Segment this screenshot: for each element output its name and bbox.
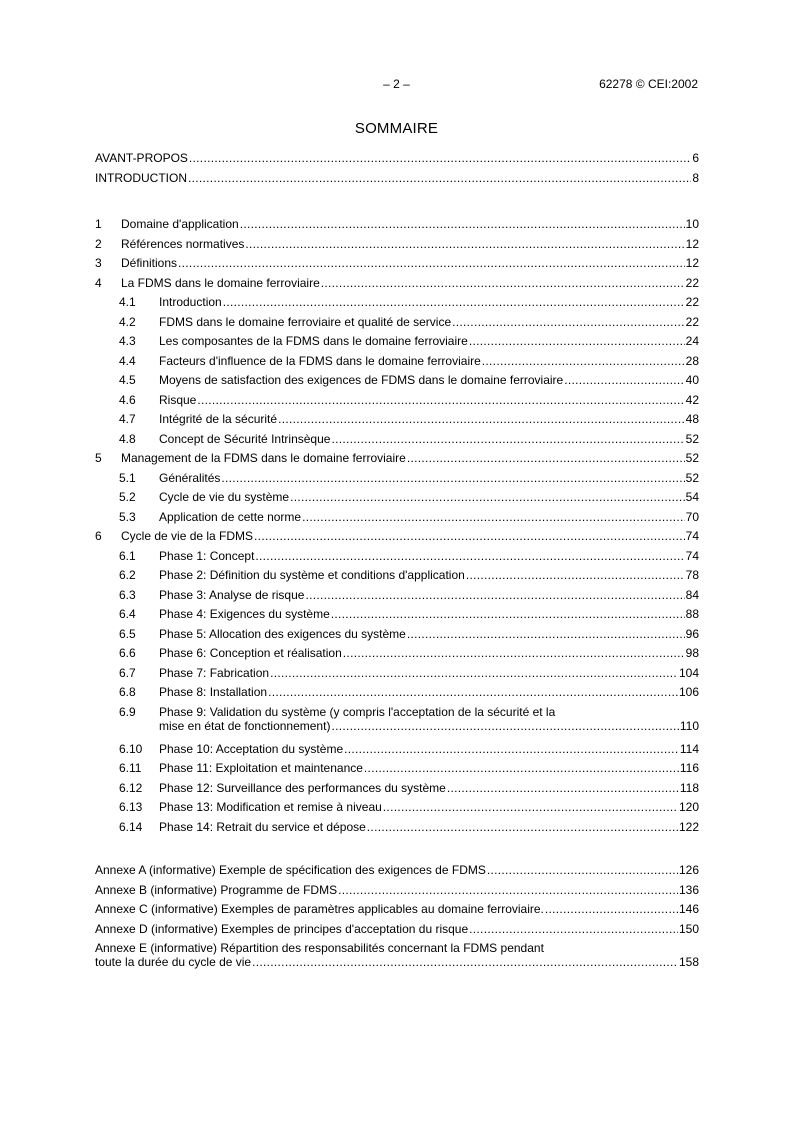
toc-entry-number: 4.3 [119, 334, 136, 348]
toc-entry [95, 588, 699, 608]
toc-entry-title-line1: Annexe E (informative) Répartition des responsabilités concernant la FDMS pendant [95, 941, 544, 955]
toc-entry [95, 705, 699, 742]
toc-leader-dots [383, 800, 678, 814]
toc-entry-number: 6.13 [119, 800, 143, 814]
toc-entry [95, 549, 699, 569]
toc-leader-dots [367, 820, 678, 834]
toc-entry [95, 646, 699, 666]
toc-entry [95, 295, 699, 315]
toc-entry-title: Phase 1: Concept [159, 548, 255, 563]
toc-entry-number: 6.3 [119, 587, 136, 602]
toc-entry-body [95, 883, 699, 897]
toc-entry-line [159, 295, 699, 309]
toc-leader-dots [469, 922, 678, 936]
toc-entry-page: 6 [692, 151, 699, 165]
toc-entry-number: 6.9 [119, 704, 136, 719]
toc-entry-number: 4.8 [119, 431, 136, 446]
toc-entry-page: 96 [685, 626, 699, 641]
toc-entry-title: Introduction [159, 295, 222, 309]
toc-entry-title: Management de la FDMS dans le domaine ferroviaire [121, 451, 406, 465]
toc-entry-number: 6.8 [119, 685, 136, 699]
toc-entry-number: 5 [95, 451, 102, 465]
toc-entry-body [95, 922, 699, 936]
toc-entry-page: 52 [685, 431, 699, 446]
toc-entry-page: 28 [685, 353, 699, 368]
toc-entry-number: 5.3 [119, 509, 136, 524]
toc-leader-dots [223, 295, 685, 309]
toc-entry [95, 334, 699, 354]
toc-entry-line [95, 922, 699, 936]
toc-entry [95, 761, 699, 781]
toc-entry-line [121, 276, 699, 290]
toc-entry-line [159, 354, 699, 368]
toc-entry-line [159, 432, 699, 446]
toc-entry-body [159, 549, 699, 563]
toc-leader-dots [407, 627, 685, 641]
toc-leader-dots [344, 742, 679, 756]
toc-leader-dots [252, 955, 678, 969]
toc-entry-title: Facteurs d'influence de la FDMS dans le domaine ferroviaire [159, 353, 481, 368]
toc-entry-page: 150 [678, 921, 699, 936]
toc-entry-number: 6.11 [119, 761, 142, 775]
toc-entry [95, 171, 699, 191]
toc-entry-line [159, 719, 699, 733]
toc-entry [95, 627, 699, 647]
toc-entry-body [159, 471, 699, 485]
toc-entry-title: Intégrité de la sécurité [159, 412, 278, 426]
toc-entry [95, 490, 699, 510]
toc-entry-page: 54 [685, 490, 699, 504]
toc-entry-page: 158 [678, 955, 699, 969]
toc-entry-body [159, 627, 699, 641]
toc-entry-title: Phase 8: Installation [159, 685, 268, 699]
toc-entry-page: 52 [685, 470, 699, 485]
toc-entry [95, 800, 699, 820]
toc-entry-number: 6.6 [119, 646, 136, 660]
toc-entry-line [159, 588, 699, 602]
toc-entry-line [159, 781, 699, 795]
toc-entry-line [159, 393, 699, 407]
toc-entry [95, 666, 699, 686]
toc-entry-page: 42 [685, 392, 699, 407]
toc-entry [95, 781, 699, 801]
toc-entry [95, 685, 699, 705]
toc-entry-body [159, 705, 699, 733]
toc-entry-title: Annexe D (informative) Exemples de principes d'acceptation du risque [95, 921, 469, 936]
toc-entry-title: Généralités [159, 470, 221, 485]
toc-entry-title: toute la durée du cycle de vie [95, 955, 252, 969]
toc-entry-page: 122 [678, 819, 699, 834]
toc-entry-page: 110 [679, 718, 699, 733]
toc-entry-line [159, 742, 699, 756]
toc-entry-title: Cycle de vie du système [159, 490, 290, 504]
toc-entry-title: Phase 4: Exigences du système [159, 607, 330, 621]
toc-leader-dots [447, 781, 679, 795]
toc-entry-page: 12 [685, 236, 699, 251]
page-title: SOMMAIRE [354, 120, 439, 137]
toc-entry-page: 12 [685, 256, 699, 270]
toc-entry-number: 6.14 [119, 819, 143, 834]
toc-entry-title: Phase 5: Allocation des exigences du système [159, 626, 406, 641]
toc-entry-title: Phase 2: Définition du système et conditions d'application [159, 568, 465, 582]
toc-entry-body [159, 432, 699, 446]
toc-entry-number: 4 [95, 275, 102, 290]
toc-entry-number: 1 [95, 217, 102, 231]
toc-entry-title: Les composantes de la FDMS dans le domaine ferroviaire [159, 334, 468, 348]
toc-entry-body [121, 451, 699, 465]
toc-entry-number: 6.10 [119, 741, 143, 756]
toc-entry-body [159, 781, 699, 795]
toc-entry [95, 315, 699, 335]
toc-entry-body [159, 490, 699, 504]
toc-entry-number: 6.7 [119, 665, 136, 680]
toc-entry-number: 6 [95, 529, 102, 543]
toc-entry-page: 114 [679, 741, 699, 756]
toc-leader-dots [240, 217, 685, 231]
toc-entry-body [159, 334, 699, 348]
toc-sections [95, 217, 699, 839]
toc-entry [95, 412, 699, 432]
toc-entry-number: 4.7 [119, 412, 136, 426]
toc-entry [95, 256, 699, 276]
toc-entry-body [121, 276, 699, 290]
toc-entry-title: Application de cette norme [159, 509, 302, 524]
toc-entry-body [159, 800, 699, 814]
toc-entry-page: 98 [685, 646, 699, 660]
toc-leader-dots [452, 315, 685, 329]
toc-entry-line [159, 373, 699, 387]
toc-entry-body [159, 742, 699, 756]
toc-entry [95, 742, 699, 762]
toc-entry-page: 146 [678, 902, 699, 916]
toc-entry-body [159, 510, 699, 524]
toc-entry-line [121, 237, 699, 251]
toc-entry-title-line1: Phase 9: Validation du système (y compris l'acceptation de la sécurité et la [159, 704, 556, 719]
toc-entry [95, 354, 699, 374]
toc-entry-number: 4.5 [119, 373, 136, 387]
toc-entry-number: 2 [95, 236, 102, 251]
toc-entry-title: Phase 6: Conception et réalisation [159, 646, 342, 660]
toc-entry-line [159, 334, 699, 348]
toc-entry-line [159, 412, 699, 426]
toc-entry-line [121, 529, 699, 543]
toc-leader-dots [278, 412, 685, 426]
toc-entry-number: 5.1 [119, 470, 136, 485]
toc-entry-line [159, 549, 699, 563]
toc-entry-title: Références normatives [121, 236, 245, 251]
toc-leader-dots [302, 510, 685, 524]
toc-entry-line [159, 666, 699, 680]
toc-entry [95, 607, 699, 627]
toc-leader-dots [466, 568, 685, 582]
toc-entry-title: Annexe A (informative) Exemple de spécification des exigences de FDMS [95, 863, 486, 877]
toc-entry-title: Moyens de satisfaction des exigences de FDMS dans le domaine ferroviaire [159, 373, 564, 387]
toc-entry [95, 471, 699, 491]
toc-entry [95, 373, 699, 393]
toc-entry-body [159, 666, 699, 680]
toc-entry-title: mise en état de fonctionnement) [159, 718, 331, 733]
toc-entry-title: Phase 3: Analyse de risque [159, 587, 305, 602]
toc-leader-dots [545, 902, 678, 916]
toc-entry-line [95, 883, 699, 897]
toc-entry [95, 276, 699, 296]
toc-entry-page: 74 [685, 548, 699, 563]
toc-entry-page: 10 [685, 217, 699, 231]
toc-entry-body [95, 863, 699, 877]
toc-entry-line [159, 510, 699, 524]
toc-entry-page: 22 [685, 275, 699, 290]
toc-leader-dots [188, 171, 691, 185]
toc-entry-line [95, 171, 699, 185]
toc-leader-dots [268, 685, 678, 699]
toc-entry-number: 4.6 [119, 392, 136, 407]
toc-entry-page: 136 [678, 882, 699, 897]
page-header [0, 77, 793, 93]
toc-leader-dots [254, 529, 685, 543]
toc-annexes [95, 863, 699, 978]
toc-entry-body [159, 393, 699, 407]
toc-entry [95, 151, 699, 171]
toc-leader-dots [331, 432, 684, 446]
toc-entry-page: 22 [685, 295, 699, 309]
toc-entry-number: 6.12 [119, 780, 143, 795]
toc-entry [95, 217, 699, 237]
toc-entry [95, 820, 699, 840]
toc-entry-body [159, 761, 699, 775]
toc-entry-body [95, 902, 699, 916]
toc-entry-body [159, 315, 699, 329]
toc-entry-title: Concept de Sécurité Intrinsèque [159, 431, 331, 446]
toc-entry-body [159, 646, 699, 660]
toc-entry-title: AVANT-PROPOS [95, 151, 188, 165]
toc-leader-dots [255, 549, 684, 563]
toc-entry-number: 4.4 [119, 353, 136, 368]
toc-leader-dots [178, 256, 685, 270]
toc-entry-page: 88 [685, 607, 699, 621]
toc-entry-page: 84 [685, 587, 699, 602]
toc-entry [95, 863, 699, 883]
toc-leader-dots [482, 354, 685, 368]
toc-entry-line [159, 646, 699, 660]
toc-entry-body [159, 685, 699, 699]
toc-entry [95, 451, 699, 471]
toc-entry-line [159, 800, 699, 814]
toc-entry-line [159, 685, 699, 699]
toc-entry-number: 6.4 [119, 607, 136, 621]
toc-entry [95, 529, 699, 549]
toc-entry-title: Cycle de vie de la FDMS [121, 529, 254, 543]
toc-leader-dots [270, 666, 678, 680]
toc-entry-page: 52 [685, 451, 699, 465]
toc-entry-page: 24 [685, 334, 699, 348]
toc-entry-body [159, 820, 699, 834]
toc-entry-body [159, 588, 699, 602]
toc-leader-dots [189, 151, 691, 165]
toc-entry-line [159, 471, 699, 485]
toc-entry-title: Phase 10: Acceptation du système [159, 741, 344, 756]
toc-leader-dots [305, 588, 684, 602]
toc-front-matter [95, 151, 699, 190]
toc-entry-number: 6.2 [119, 568, 136, 582]
toc-entry-line [95, 151, 699, 165]
toc-entry-body [159, 373, 699, 387]
toc-entry-title: Domaine d'application [121, 217, 239, 231]
toc-entry [95, 393, 699, 413]
toc-entry-title: Définitions [121, 256, 178, 270]
toc-entry-title: Phase 13: Modification et remise à niveau [159, 800, 382, 814]
toc-entry-number: 4.2 [119, 314, 136, 329]
toc-entry-title: INTRODUCTION [95, 170, 187, 185]
toc-entry-page: 126 [678, 863, 699, 877]
toc-entry-body [95, 151, 699, 165]
toc-entry [95, 902, 699, 922]
toc-leader-dots [197, 393, 684, 407]
toc-entry-number: 6.5 [119, 626, 136, 641]
toc-leader-dots [343, 646, 685, 660]
toc-entry [95, 237, 699, 257]
toc-entry-page: 8 [692, 170, 699, 185]
toc-entry [95, 432, 699, 452]
toc-leader-dots [407, 451, 685, 465]
toc-entry-number: 4.1 [119, 295, 136, 309]
toc-entry-line [159, 568, 699, 582]
toc-leader-dots [487, 863, 678, 877]
toc-entry [95, 510, 699, 530]
toc-entry-body [159, 412, 699, 426]
toc-leader-dots [331, 607, 685, 621]
toc-entry-page: 104 [678, 665, 699, 680]
toc-entry-body [159, 568, 699, 582]
toc-entry-body [121, 529, 699, 543]
toc-entry-line [95, 863, 699, 877]
toc-entry-page: 48 [685, 412, 699, 426]
toc-entry-line [121, 256, 699, 270]
toc-leader-dots [338, 883, 678, 897]
toc-entry-page: 120 [678, 800, 699, 814]
toc-entry-page: 22 [685, 314, 699, 329]
toc-entry-page: 78 [685, 568, 699, 582]
toc-entry-title: Risque [159, 392, 197, 407]
toc-entry-title: Phase 14: Retrait du service et dépose [159, 819, 366, 834]
toc-entry-body [159, 607, 699, 621]
toc-entry-body [121, 217, 699, 231]
toc-entry-page: 70 [685, 509, 699, 524]
page-number: – 2 – [383, 77, 410, 91]
toc-entry-page: 118 [679, 780, 699, 795]
toc-entry [95, 941, 699, 978]
toc-entry-line [95, 955, 699, 969]
toc-leader-dots [469, 334, 685, 348]
toc-entry-line [159, 627, 699, 641]
toc-leader-dots [331, 719, 678, 733]
toc-entry-title: Annexe B (informative) Programme de FDMS [95, 882, 338, 897]
toc-entry-number: 3 [95, 256, 102, 270]
toc-entry-body [121, 237, 699, 251]
toc-entry-line [159, 490, 699, 504]
toc-leader-dots [564, 373, 684, 387]
toc-entry-body [95, 171, 699, 185]
document-reference: 62278 © CEI:2002 [599, 77, 698, 91]
toc-entry-body [159, 295, 699, 309]
toc-entry-title: FDMS dans le domaine ferroviaire et qualité de service [159, 314, 452, 329]
toc-entry-title: Phase 11: Exploitation et maintenance [159, 761, 363, 775]
toc-entry-page: 74 [685, 529, 699, 543]
toc-entry-line [121, 217, 699, 231]
toc-leader-dots [364, 761, 679, 775]
toc-entry-line [159, 315, 699, 329]
toc-entry-line [121, 451, 699, 465]
toc-entry-body [95, 941, 699, 969]
toc-entry [95, 568, 699, 588]
toc-leader-dots [221, 471, 684, 485]
toc-leader-dots [321, 276, 685, 290]
toc-entry-page: 116 [679, 761, 699, 775]
toc-entry-body [121, 256, 699, 270]
toc-entry-body [159, 354, 699, 368]
toc-entry-line [159, 820, 699, 834]
toc-entry-title: Annexe C (informative) Exemples de paramètres applicables au domaine ferroviaire. [95, 902, 544, 916]
toc-entry [95, 922, 699, 942]
toc-entry-line [159, 607, 699, 621]
toc-entry [95, 883, 699, 903]
toc-leader-dots [245, 237, 684, 251]
toc-entry-number: 6.1 [119, 548, 136, 563]
toc-leader-dots [290, 490, 685, 504]
toc-entry-number: 5.2 [119, 490, 136, 504]
toc-entry-title: Phase 7: Fabrication [159, 665, 270, 680]
toc-entry-line [159, 761, 699, 775]
toc-entry-page: 40 [685, 373, 699, 387]
toc-entry-page: 106 [678, 685, 699, 699]
toc-entry-title: Phase 12: Surveillance des performances du système [159, 780, 446, 795]
toc-entry-title: La FDMS dans le domaine ferroviaire [121, 275, 320, 290]
toc-entry-line [95, 902, 699, 916]
